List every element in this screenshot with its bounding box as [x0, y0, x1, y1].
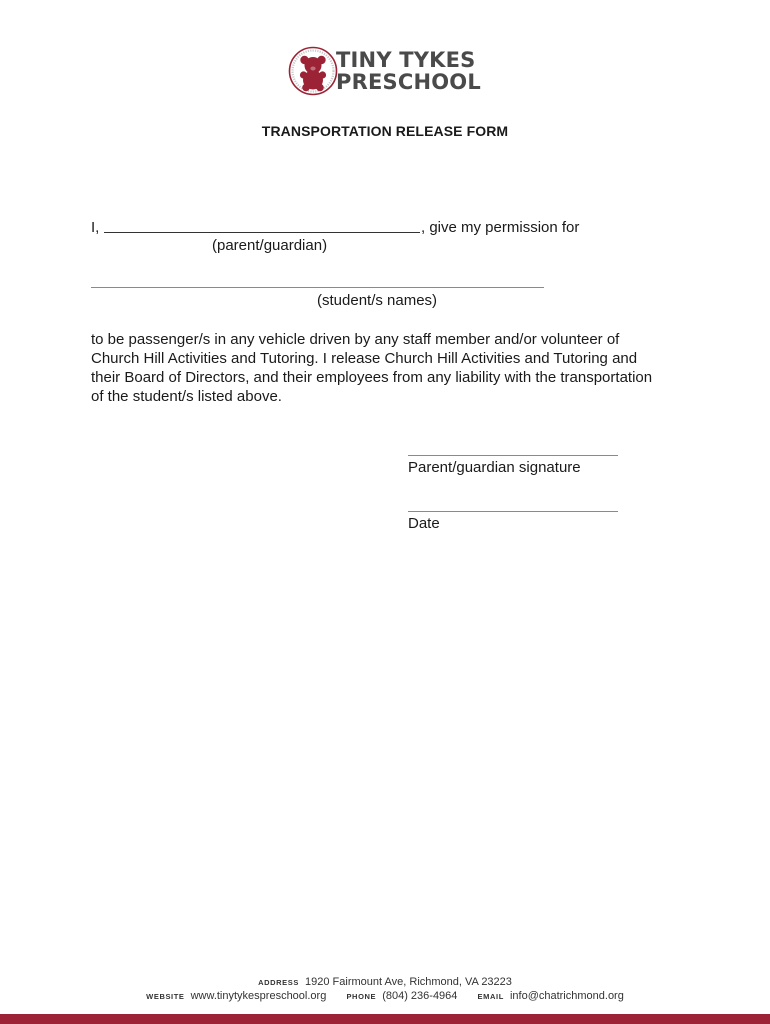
student-names-label: (student/s names): [317, 292, 438, 309]
logo-line-2: PRESCHOOL: [336, 70, 481, 94]
address-label: ADDRESS: [258, 978, 299, 987]
email-label: EMAIL: [477, 992, 504, 1001]
paragraph-line: to be passenger/s in any vehicle driven by any staff member and/or volunteer of: [91, 331, 620, 348]
website-label: WEBSITE: [146, 992, 185, 1001]
signature-field[interactable]: [408, 455, 618, 456]
paragraph-line: of the student/s listed above.: [91, 388, 282, 405]
parent-guardian-label: (parent/guardian): [212, 237, 328, 254]
address-value: 1920 Fairmount Ave, Richmond, VA 23223: [305, 976, 512, 988]
email-link[interactable]: info@chatrichmond.org: [509, 990, 624, 1002]
parent-name-field[interactable]: [104, 232, 420, 233]
signature-label: Parent/guardian signature: [408, 459, 581, 476]
student-names-field[interactable]: [91, 287, 544, 288]
intro-suffix: , give my permission for: [421, 219, 580, 236]
date-field[interactable]: [408, 511, 618, 512]
logo-line-1: TINY TYKES: [336, 48, 476, 72]
preschool-logo: [288, 46, 488, 98]
phone-value: (804) 236-4964: [382, 990, 458, 1002]
teddy-bear-icon: [288, 46, 338, 96]
website-link[interactable]: www.tinytykespreschool.org: [190, 990, 327, 1002]
phone-label: PHONE: [346, 992, 377, 1001]
intro-prefix: I,: [91, 219, 100, 236]
footer-address-line: [0, 976, 770, 988]
paragraph-line: their Board of Directors, and their employees from any liability with the transportation: [91, 369, 653, 386]
footer-accent-bar: [0, 1014, 770, 1024]
release-paragraph: [91, 330, 691, 406]
footer-contact-line: [0, 990, 770, 1002]
date-label: Date: [408, 515, 440, 532]
form-title: TRANSPORTATION RELEASE FORM: [261, 123, 509, 139]
paragraph-line: Church Hill Activities and Tutoring. I release Church Hill Activities and Tutoring and: [91, 350, 638, 367]
logo-wordmark: [336, 49, 481, 93]
